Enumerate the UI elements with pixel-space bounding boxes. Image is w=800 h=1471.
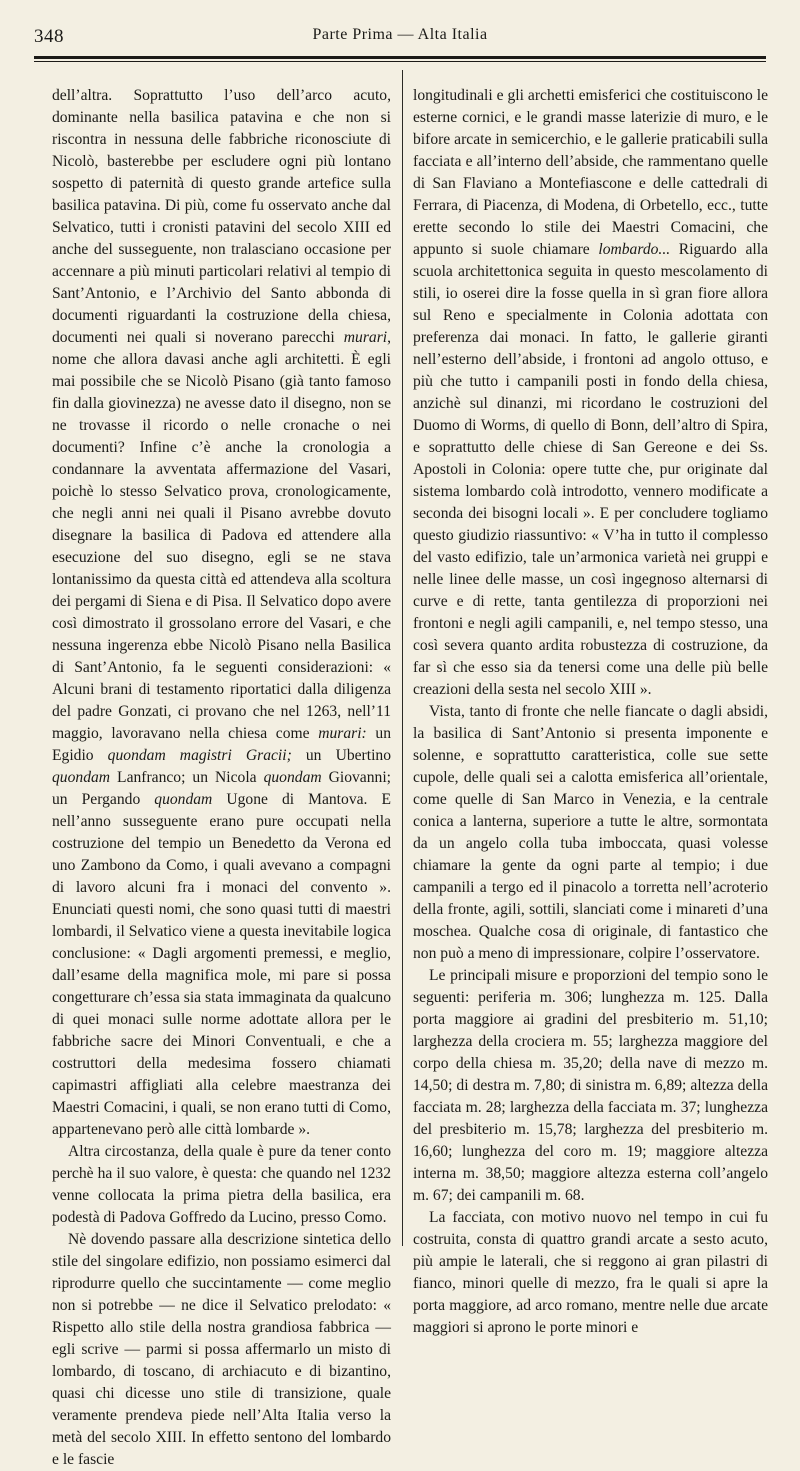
page-header <box>34 26 766 50</box>
paragraph: Altra circostanza, della quale è pure da tener conto perchè ha il suo valore, è questa: che quando nel 1232 venne collocata la prima pietra della basilica, era podestà di Padova Goffredo da Lucino, presso Como. <box>52 1143 391 1226</box>
paragraph: La facciata, con motivo nuovo nel tempo in cui fu costruita, consta di quattro grandi arcate a sesto acuto, più ampie le laterali, che si reggono ai gran pilastri di fianco, minori quelle di mezzo, fra le quali si apre la porta maggiore, ad arco romano, mentre nelle due arcate maggiori si aprono le porte minori e <box>413 1209 768 1336</box>
left-column <box>52 85 391 1468</box>
paragraph: Vista, tanto di fronte che nelle fiancate o dagli absidi, la basilica di Sant’Antonio si presenta imponente e solenne, e soprattutto caratteristica, colle sue sette cupole, delle quali sei a calotta emisferica all’orientale, come quelle di San Marco in Venezia, e la centrale conica a lanterna, superiore a tutte le altre, sormontata da un angelo colla tuba imboccata, quasi volesse chiamare la gente da ogni parte al tempio; i due campanili a tergo ed il pinacolo a torretta nell’acroterio della fronte, agili, sottili, slanciati come i minareti d’una moschea. Qualche cosa di originale, di fantastico che non può a meno di impressionare, colpire l’osservatore. <box>413 703 768 962</box>
header-rule-thin <box>34 61 766 62</box>
right-column <box>413 85 768 1336</box>
page-number: 348 <box>34 26 64 47</box>
header-rule <box>34 56 766 59</box>
running-head: Parte Prima — Alta Italia <box>312 26 488 43</box>
paragraph: Le principali misure e proporzioni del tempio sono le seguenti: periferia m. 306; lunghezza m. 125. Dalla porta maggiore ai gradini del presbiterio m. 51,10; larghezza della crociera m. 55; larghezza maggiore del corpo della chiesa m. 35,20; della nave di mezzo m. 14,50; di destra m. 7,80; di sinistra m. 6,89; altezza della facciata m. 28; larghezza della facciata m. 37; lunghezza del presbiterio m. 15,78; larghezza del presbiterio m. 16,60; lunghezza del coro m. 19; maggiore altezza interna m. 38,50; maggiore altezza esterna coll’angelo m. 67; dei campanili m. 68. <box>413 967 768 1204</box>
paragraph: Nè dovendo passare alla descrizione sintetica dello stile del singolare edifizio, non possiamo esimerci dal riprodurre quello che succintamente — come meglio non si potrebbe — ne dice il Selvatico prelodato: « Rispetto allo stile della nostra grandiosa fabbrica — egli scrive — parmi si possa affermarlo un misto di lombardo, di toscano, di archiacuto e di bizantino, quasi chi dicesse uno stile di transizione, quale veramente prendeva piede nell’Alta Italia verso la metà del secolo XIII. In effetto sentono del lombardo e le fascie <box>52 1231 391 1468</box>
column-divider <box>402 70 403 1246</box>
paragraph: dell’altra. Soprattutto l’uso dell’arco acuto, dominante nella basilica patavina e che non si riscontra in nessuna delle fabbriche riconosciute di Nicolò, basterebbe per escludere ogni più lontano sospetto di paternità di questo grande artefice sulla basilica patavina. Di più, come fu osservato anche dal Selvatico, tutti i cronisti patavini del secolo XIII ed anche del susseguente, non tralasciano occasione per accennare a più minuti particolari relativi al tempio di Sant’Antonio, e l’Archivio del Santo abbonda di documenti riguardanti la costruzione della chiesa, documenti nei quali si noverano parecchi murari, nome che allora davasi anche agli architetti. È egli mai possibile che se Nicolò Pisano (già tanto famoso fin dalla giovinezza) ne avesse dato il disegno, non se ne trovasse il ricordo o nelle cronache o nei documenti? Infine c’è anche la cronologia a condannare la avventata affermazione del Vasari, poichè lo stesso Selvatico prova, cronologicamente, che negli anni nei quali il Pisano avrebbe dovuto disegnare la basilica di Padova ed attendere alla esecuzione del suo disegno, egli se ne stava lontanissimo da questa città ed attendeva alla scoltura dei pergami di Siena e di Pisa. Il Selvatico dopo avere così dimostrato il grossolano errore del Vasari, e che nessuna ingerenza ebbe Nicolò Pisano nella Basilica di Sant’Antonio, fa le seguenti considerazioni: « Alcuni brani di testamento riportatici dalla diligenza del padre Gonzati, ci provano che nel 1263, nell’11 maggio, lavoravano nella chiesa come murari: un Egidio quondam magistri Gracii; un Ubertino quondam Lanfranco; un Nicola quondam Giovanni; un Pergando quondam Ugone di Mantova. E nell’anno susseguente erano pure occupati nella costruzione del tempio un Benedetto da Verona ed uno Zambono da Como, i quali avevano a compagni di lavoro alcuni fra i monaci del convento ». Enunciati questi nomi, che sono quasi tutti di maestri lombardi, il Selvatico viene a questa inevitabile logica conclusione: « Dagli argomenti premessi, e meglio, dall’esame della magnifica mole, mi pare si possa congetturare ch’essa sia stata immaginata da qualcuno di quei monaci sulle norme adottate allora per le fabbriche sacre dei Minori Conventuali, e che a costruttori della medesima fossero chiamati capimastri affigliati alla celebre maestranza dei Maestri Comacini, i quali, se non erano tutti di Como, appartenevano però alle città lombarde ». <box>52 87 391 1138</box>
paragraph: longitudinali e gli archetti emisferici che costituiscono le esterne cornici, e le grandi masse laterizie di muro, e le bifore arcate in semicerchio, e le gallerie praticabili sulla facciata e all’interno dell’abside, che rammentano quelle di San Flaviano a Montefiascone e delle cattedrali di Ferrara, di Piacenza, di Modena, di Orbetello, ecc., tutte erette secondo lo stile dei Maestri Comacini, che appunto si suole chiamare lombardo... Riguardo alla scuola architettonica seguita in questo mescolamento di stili, io oserei dire la fosse quella in sì gran fiore allora sul Reno e specialmente in Colonia adottata con preferenza dai monaci. In fatto, le gallerie giranti nell’esterno dell’abside, i frontoni ad angolo ottuso, e più che tutto i campanili posti in fondo della chiesa, anzichè sul dinanzi, mi ricordano le costruzioni del Duomo di Worms, di quello di Bonn, dell’altro di Spira, e soprattutto delle chiese di San Gereone e dei Ss. Apostoli in Colonia: opere tutte che, pur originate dal sistema lombardo colà introdotto, vennero modificate a seconda dei bisogni locali ». E per concludere togliamo questo giudizio riassuntivo: « V’ha in tutto il complesso del vasto edifizio, tale un’armonica varietà nei gruppi e nelle linee delle masse, un così ingegnoso alternarsi di curve e di rette, tanta gentilezza di proporzioni nei frontoni e negli agili campanili, e, nel tempo stesso, una così severa quanto ardita robustezza di costruzione, da far sì che esso sia da tenersi come una delle più belle creazioni della sesta nel secolo XIII ». <box>413 87 768 698</box>
